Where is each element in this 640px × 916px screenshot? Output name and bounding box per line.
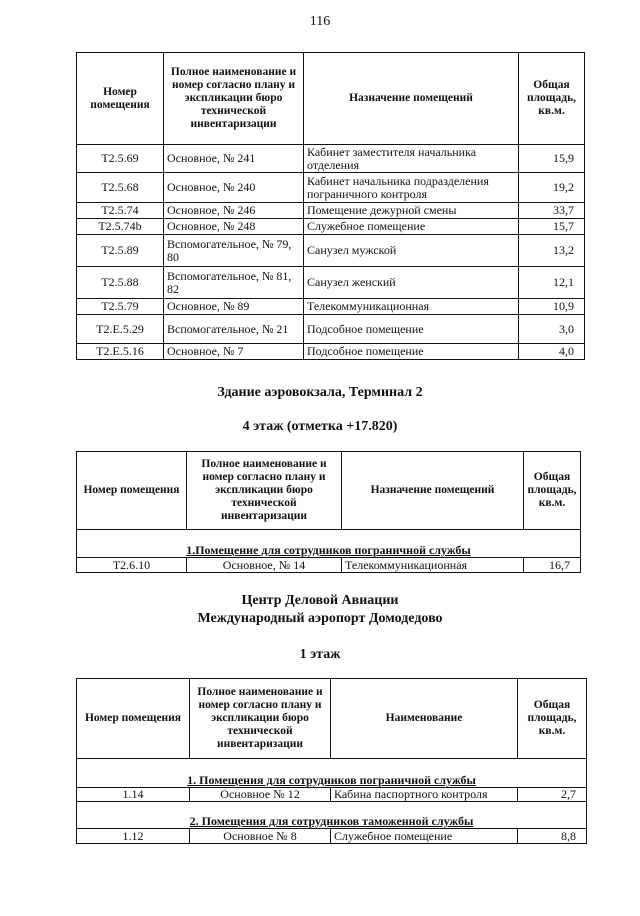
table-header-row [77, 679, 587, 759]
room-number: 1.14 [77, 788, 190, 802]
center-floor-heading: 1 этаж [299, 647, 341, 662]
room-area: 3,0 [519, 315, 585, 344]
room-number: 1.12 [77, 829, 190, 844]
room-name: Кабина паспортного контроля [331, 788, 518, 802]
room-purpose: Подсобное помещение [304, 315, 519, 344]
room-purpose: Телекоммуникационная [304, 299, 519, 315]
room-number: Т2.5.69 [77, 145, 164, 173]
section-row [77, 759, 587, 788]
room-number: Т2.5.79 [77, 299, 164, 315]
table-row [77, 145, 585, 173]
room-full-name: Основное, № 246 [164, 203, 304, 219]
room-purpose: Санузел мужской [304, 235, 519, 267]
header-full-name: Полное наименование и номер согласно плану и экспликации бюро технической инвентаризации [187, 452, 342, 530]
table-row [77, 788, 587, 802]
header-room-number: Номер помещения [77, 53, 164, 145]
header-full-name: Полное наименование и номер согласно плану и экспликации бюро технической инвентаризации [164, 53, 304, 145]
table-row [77, 829, 587, 844]
rooms-table-terminal2-floor5 [76, 52, 585, 360]
table-row [77, 203, 585, 219]
table-row [77, 299, 585, 315]
header-area: Общая площадь, кв.м. [524, 452, 581, 530]
room-full-name: Основное, № 241 [164, 145, 304, 173]
airport-heading: Международный аэропорт Домодедово [197, 611, 443, 626]
building-heading: Здание аэровокзала, Терминал 2 [217, 385, 423, 400]
room-number: Т2.5.74b [77, 219, 164, 235]
room-full-name: Основное, № 7 [164, 344, 304, 360]
room-number: Т2.5.68 [77, 173, 164, 203]
room-full-name: Основное, № 240 [164, 173, 304, 203]
table-row [77, 219, 585, 235]
header-name: Наименование [331, 679, 518, 759]
room-number: Т2.Е.5.29 [77, 315, 164, 344]
table-row [77, 315, 585, 344]
rooms-table-terminal2-floor4 [76, 451, 581, 573]
room-purpose: Телекоммуникационная [342, 558, 524, 573]
section-title: 1. Помещения для сотрудников пограничной службы [77, 759, 587, 788]
header-room-number: Номер помещения [77, 679, 190, 759]
room-area: 13,2 [519, 235, 585, 267]
room-area: 16,7 [524, 558, 581, 573]
room-full-name: Вспомогательное, № 79, 80 [164, 235, 304, 267]
section-title: 1.Помещение для сотрудников пограничной службы [77, 530, 581, 558]
room-area: 8,8 [518, 829, 587, 844]
room-full-name: Основное, № 89 [164, 299, 304, 315]
room-purpose: Кабинет заместителя начальника отделения [304, 145, 519, 173]
room-purpose: Служебное помещение [304, 219, 519, 235]
rooms-table-business-aviation [76, 678, 587, 844]
room-number: Т2.5.88 [77, 267, 164, 299]
room-area: 15,9 [519, 145, 585, 173]
room-purpose: Кабинет начальника подразделения пограничного контроля [304, 173, 519, 203]
room-full-name: Основное, № 248 [164, 219, 304, 235]
room-full-name: Вспомогательное, № 81, 82 [164, 267, 304, 299]
room-full-name: Основное № 12 [190, 788, 331, 802]
floor-heading: 4 этаж (отметка +17.820) [242, 419, 398, 434]
room-purpose: Помещение дежурной смены [304, 203, 519, 219]
center-heading: Центр Деловой Авиации [241, 593, 399, 608]
room-area: 2,7 [518, 788, 587, 802]
room-full-name: Основное, № 14 [187, 558, 342, 573]
room-area: 12,1 [519, 267, 585, 299]
room-number: Т2.5.89 [77, 235, 164, 267]
room-number: Т2.5.74 [77, 203, 164, 219]
header-room-number: Номер помещения [77, 452, 187, 530]
header-area: Общая площадь, кв.м. [518, 679, 587, 759]
table-row [77, 267, 585, 299]
room-name: Служебное помещение [331, 829, 518, 844]
room-area: 10,9 [519, 299, 585, 315]
header-area: Общая площадь, кв.м. [519, 53, 585, 145]
room-area: 19,2 [519, 173, 585, 203]
table-row [77, 173, 585, 203]
section-row [77, 802, 587, 829]
header-purpose: Назначение помещений [304, 53, 519, 145]
table-row [77, 344, 585, 360]
section-title: 2. Помещения для сотрудников таможенной службы [77, 802, 587, 829]
room-number: Т2.6.10 [77, 558, 187, 573]
room-area: 33,7 [519, 203, 585, 219]
room-full-name: Основное № 8 [190, 829, 331, 844]
room-full-name: Вспомогательное, № 21 [164, 315, 304, 344]
table-row [77, 235, 585, 267]
table-row [77, 558, 581, 573]
room-area: 4,0 [519, 344, 585, 360]
table-header-row [77, 53, 585, 145]
page-number: 116 [309, 14, 331, 29]
section-row [77, 530, 581, 558]
room-area: 15,7 [519, 219, 585, 235]
header-purpose: Назначение помещений [342, 452, 524, 530]
room-purpose: Санузел женский [304, 267, 519, 299]
header-full-name: Полное наименование и номер согласно плану и экспликации бюро технической инвентаризации [190, 679, 331, 759]
room-purpose: Подсобное помещение [304, 344, 519, 360]
room-number: Т2.Е.5.16 [77, 344, 164, 360]
table-header-row [77, 452, 581, 530]
